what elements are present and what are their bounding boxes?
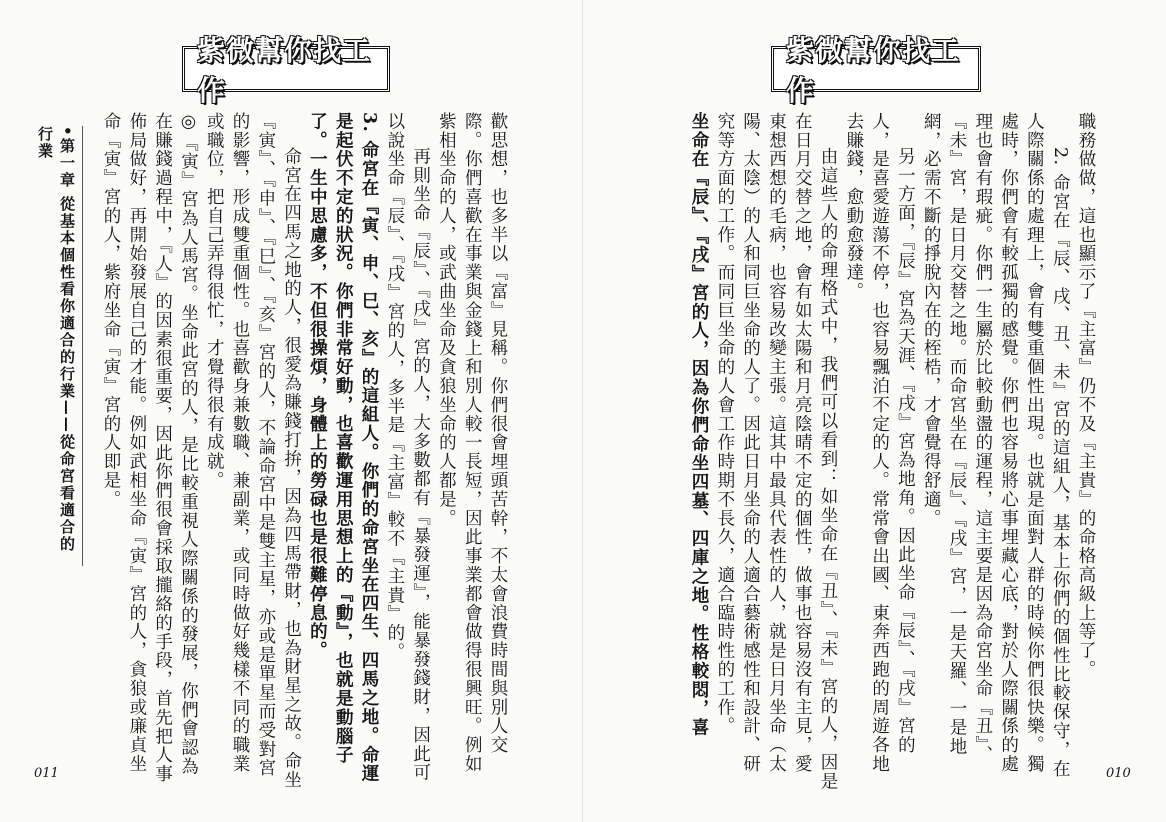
page-number: 010 <box>1106 766 1131 781</box>
page-title-badge: 紫微幫你找工作 <box>182 46 390 92</box>
page-title-badge: 紫微幫你找工作 <box>771 46 981 92</box>
page-number: 011 <box>34 766 59 781</box>
body-text <box>678 112 1098 792</box>
chapter-header: •第一章 從基本個性看你適合的行業——從命宮看適合的行業 <box>30 126 83 566</box>
right-page <box>583 0 1166 822</box>
body-text <box>101 112 510 792</box>
paragraph: 由這些人的命理格式中，我們可以看到：如坐命在『丑』、『未』宮的人，因是在日月交替之地，會有如太陽和月亮陰晴不定的個性，做事也容易沒有主見，愛東想西想的毛病，也容易改變主張。這其中最具代表性的人，就是日月坐命（太陽、太陰）的人和同巨坐命的人了。因此日月坐命的人適合藝術感性和設計、研究等方面的工作。而同巨坐命的人會工作時期不長久，適合臨時性的工作。 <box>714 112 839 791</box>
paragraph: 職務做做，這也顯示了『主富』仍不及『主貴』的命格高級上等了。 <box>1076 112 1096 679</box>
paragraph: 命宮在四馬之地的人，很愛為賺錢打拚，因為四馬帶財，也為財星之故。命坐『寅』、『申』、『巳』、『亥』宮的人，不論命宮中是雙主星，亦或是單星而受對宮的影響，形成雙重個性。也喜歡身兼數職、兼副業，或同時做好幾樣不同的職業或職位，把自己弄得很忙，才覺得很有成就。 <box>204 112 302 790</box>
paragraph: 另一方面，『辰』宮為天涯、『戌』宮為地角。因此坐命『辰』、『戌』宮的人，是喜愛遊蕩不停，也容易飄泊不定的人。常常會出國、東奔西跑的周遊各地去賺錢，愈動愈發達。 <box>843 112 916 774</box>
paragraph: 再則坐命『辰』、『戌』宮的人，大多數都有『暴發運』，能暴發錢財，因此可以說坐命『辰』、『戌』宮的人，多半是『主富』較不『主貴』的。 <box>384 112 431 783</box>
paragraph: 歡思想，也多半以『富』見稱。你們很會埋頭苦幹，不太會浪費時間與別人交際。你們喜歡在事業與金錢上和別人較一長短，因此事業都會做得很興旺。例如紫相坐命的人，或武曲坐命及貪狼坐命的人都是。 <box>436 112 508 774</box>
paragraph: 坐命在『辰』、『戌』宮的人，因為你們命坐四墓、四庫之地。性格較悶，喜 <box>689 112 710 738</box>
paragraph: ◎『寅』宮為人馬宮。坐命此宮的人，是比較重視人際關係的發展，你們會認為在賺錢過程中，『人』的因素很重要，因此你們很會採取攏絡的手段，首先把人事佈局做好，再開始發展自己的才能。例如武相坐命『寅』宮的人，貪狼或廉貞坐命『寅』宮的人，紫府坐命『寅』宮的人即是。 <box>101 112 199 784</box>
section-heading-paragraph: 2. 命宮在『辰、戌、丑、未』宮的這組人，基本上你們的個性比較保守，在人際關係的處理上，會有雙重個性出現。也就是面對人群的時候你們很快樂。獨處時，你們會有較孤獨的感覺。你們也容易將心事埋藏心底，對於人際關係的處理也會有瑕疵。你們一生屬於比較動盪的運程，這主要是因為命宮坐命『丑』、『未』宮，是日月交替之地。而命宮坐在『辰』、『戌』宮，一是天羅、一是地網，必需不斷的掙脫內在的桎梏，才會覺得舒適。 <box>921 112 1071 779</box>
section-heading-paragraph: 3. 命宮在『寅、申、巳、亥』的這組人。你們的命宮坐在四生、四馬之地。命運是起伏不定的狀況。你們非常好動，也喜歡運用思想上的『動』，也就是動腦子了。一生中思慮多，不但很操煩，身體上的勞碌也是很難停息的。 <box>307 112 380 784</box>
